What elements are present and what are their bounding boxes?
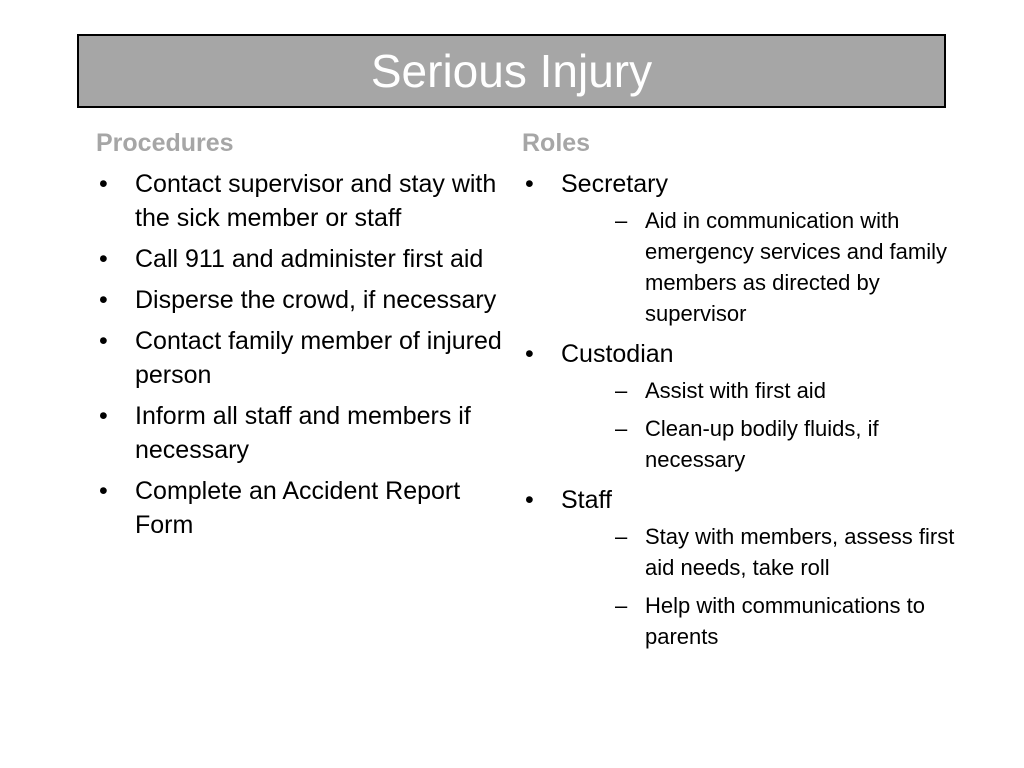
slide-title: Serious Injury bbox=[370, 45, 653, 97]
bullet-icon: • bbox=[99, 245, 108, 273]
duty-text: Clean-up bodily fluids, if necessary bbox=[645, 416, 879, 472]
duty-item bbox=[600, 205, 975, 329]
duty-item bbox=[600, 375, 975, 406]
dash-icon: – bbox=[615, 378, 628, 403]
bullet-icon: • bbox=[99, 170, 108, 198]
role-duties bbox=[561, 375, 942, 475]
procedure-item bbox=[96, 167, 506, 235]
duty-text: Stay with members, assess first aid needs, take roll bbox=[645, 524, 955, 580]
procedure-text: Complete an Accident Report Form bbox=[135, 477, 461, 539]
role-item-custodian bbox=[522, 337, 942, 475]
bullet-icon: • bbox=[525, 486, 534, 514]
title-box bbox=[77, 34, 946, 108]
procedure-text: Call 911 and administer first aid bbox=[135, 245, 484, 273]
role-name: Secretary bbox=[561, 170, 668, 198]
bullet-icon: • bbox=[99, 327, 108, 355]
duty-item bbox=[600, 590, 975, 652]
roles-heading: Roles bbox=[522, 129, 591, 157]
procedure-text: Contact family member of injured person bbox=[135, 327, 502, 389]
role-name: Staff bbox=[561, 486, 612, 514]
dash-icon: – bbox=[615, 416, 628, 441]
procedure-text: Disperse the crowd, if necessary bbox=[135, 286, 497, 314]
role-item-secretary bbox=[522, 167, 948, 329]
bullet-icon: • bbox=[99, 286, 108, 314]
procedure-item bbox=[96, 474, 506, 542]
procedure-text: Contact supervisor and stay with the sick member or staff bbox=[135, 170, 497, 232]
procedure-item bbox=[96, 399, 506, 467]
duty-text: Aid in communication with emergency services and family members as directed by supervisor bbox=[645, 208, 948, 326]
bullet-icon: • bbox=[525, 340, 534, 368]
procedures-list bbox=[96, 167, 506, 549]
duty-item bbox=[600, 413, 975, 475]
duty-item bbox=[600, 521, 975, 583]
procedure-text: Inform all staff and members if necessary bbox=[135, 402, 471, 464]
procedures-heading: Procedures bbox=[96, 129, 234, 157]
duty-text: Assist with first aid bbox=[645, 378, 826, 403]
roles-list bbox=[522, 167, 955, 660]
bullet-icon: • bbox=[99, 477, 108, 505]
dash-icon: – bbox=[615, 524, 628, 549]
dash-icon: – bbox=[615, 208, 628, 233]
role-duties bbox=[561, 521, 955, 652]
role-item-staff bbox=[522, 483, 955, 652]
role-name: Custodian bbox=[561, 340, 674, 368]
dash-icon: – bbox=[615, 593, 628, 618]
procedure-item bbox=[96, 283, 506, 317]
bullet-icon: • bbox=[525, 170, 534, 198]
procedure-item bbox=[96, 242, 506, 276]
duty-text: Help with communications to parents bbox=[645, 593, 926, 649]
procedure-item bbox=[96, 324, 506, 392]
role-duties bbox=[561, 205, 948, 329]
bullet-icon: • bbox=[99, 402, 108, 430]
